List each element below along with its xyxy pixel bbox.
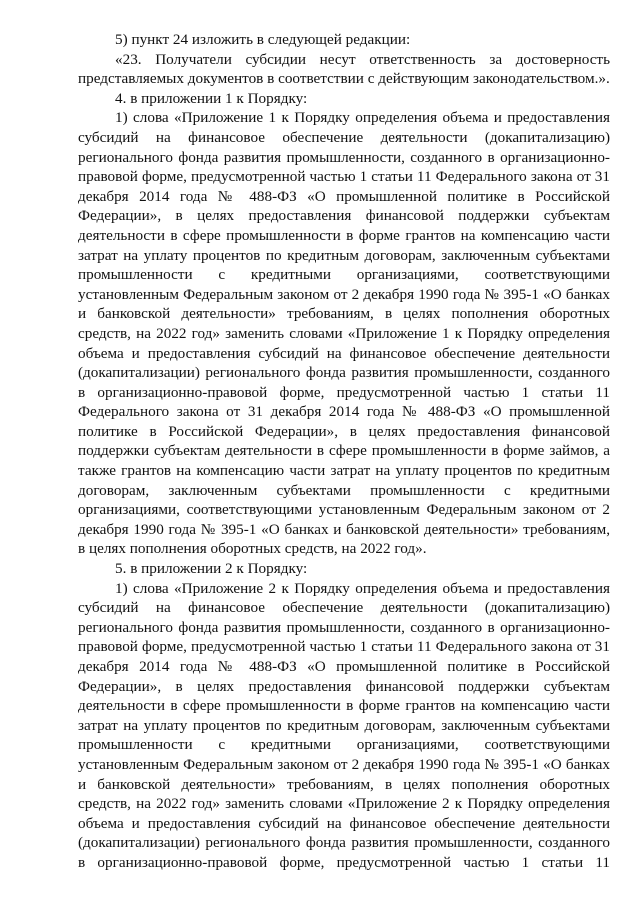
paragraph-section-5-heading: 5. в приложении 2 к Порядку: (115, 560, 308, 578)
paragraph-item-5-heading: 5) пункт 24 изложить в следующей редакции: (115, 31, 411, 48)
paragraph-section-5-item-1: 1) слова «Приложение 2 к Порядку определения объема и предоставления субсидий на финансовое обеспечение деятельности (докапитализацию) регионального фонда развития промышленности, созданного в организационно-правовой форме, предусмотренной частью 1 статьи 11 Федерального закона от 31 декабря 2014 года № 488-ФЗ «О промышленной политике в Российской Федерации», в целях предоставления финансовой поддержки субъектам деятельности в сфере промышленности в форме грантов на компенсацию части затрат на уплату процентов по кредитным договорам, заключенным субъектами промышленности с кредитными организациями, соответствующими установленным Федеральным законом от 2 декабря 1990 года № 395-1 «О банках и банковской деятельности» требованиям, в целях пополнения оборотных средств, на 2022 год» заменить словами «Приложение 2 к Порядку определения объема и предоставления субсидий на финансовое обеспечение деятельности (докапитализации) регионального фонда развития промышленности, созданного в организационно-правовой форме, предусмотренной частью 1 статьи 11 (78, 579, 610, 871)
paragraph-quoted-item-23: «23. Получатели субсидии несут ответственность за достоверность представляемых документов в соответствии с действующим законодательством.». (78, 50, 610, 88)
document-page (78, 30, 610, 873)
paragraph-section-4-item-1: 1) слова «Приложение 1 к Порядку определения объема и предоставления субсидий на финансовое обеспечение деятельности (докапитализацию) регионального фонда развития промышленности, созданного в организационно-правовой форме, предусмотренной частью 1 статьи 11 Федерального закона от 31 декабря 2014 года № 488-ФЗ «О промышленной политике в Российской Федерации», в целях предоставления финансовой поддержки субъектам деятельности в сфере промышленности в форме грантов на компенсацию части затрат на уплату процентов по кредитным договорам, заключенным субъектами промышленности с кредитными организациями, соответствующими установленным Федеральным законом от 2 декабря 1990 года № 395-1 «О банках и банковской деятельности» требованиям, в целях пополнения оборотных средств, на 2022 год» заменить словами «Приложение 1 к Порядку определения объема и предоставления субсидий на финансовое обеспечение деятельности (докапитализации) регионального фонда развития промышленности, созданного в организационно-правовой форме, предусмотренной частью 1 статьи 11 Федерального закона от 31 декабря 2014 года № 488-ФЗ «О промышленной политике в Российской Федерации», в целях предоставления финансовой поддержки субъектам деятельности в сфере промышленности в форме займов, а также грантов на компенсацию части затрат на уплату процентов по кредитным договорам, заключенным субъектами промышленности с кредитными организациями, соответствующими установленным Федеральным законом от 2 декабря 1990 года № 395-1 «О банках и банковской деятельности» требованиям, в целях пополнения оборотных средств, на 2022 год». (78, 109, 610, 558)
paragraph-section-4-heading: 4. в приложении 1 к Порядку: (115, 89, 308, 107)
